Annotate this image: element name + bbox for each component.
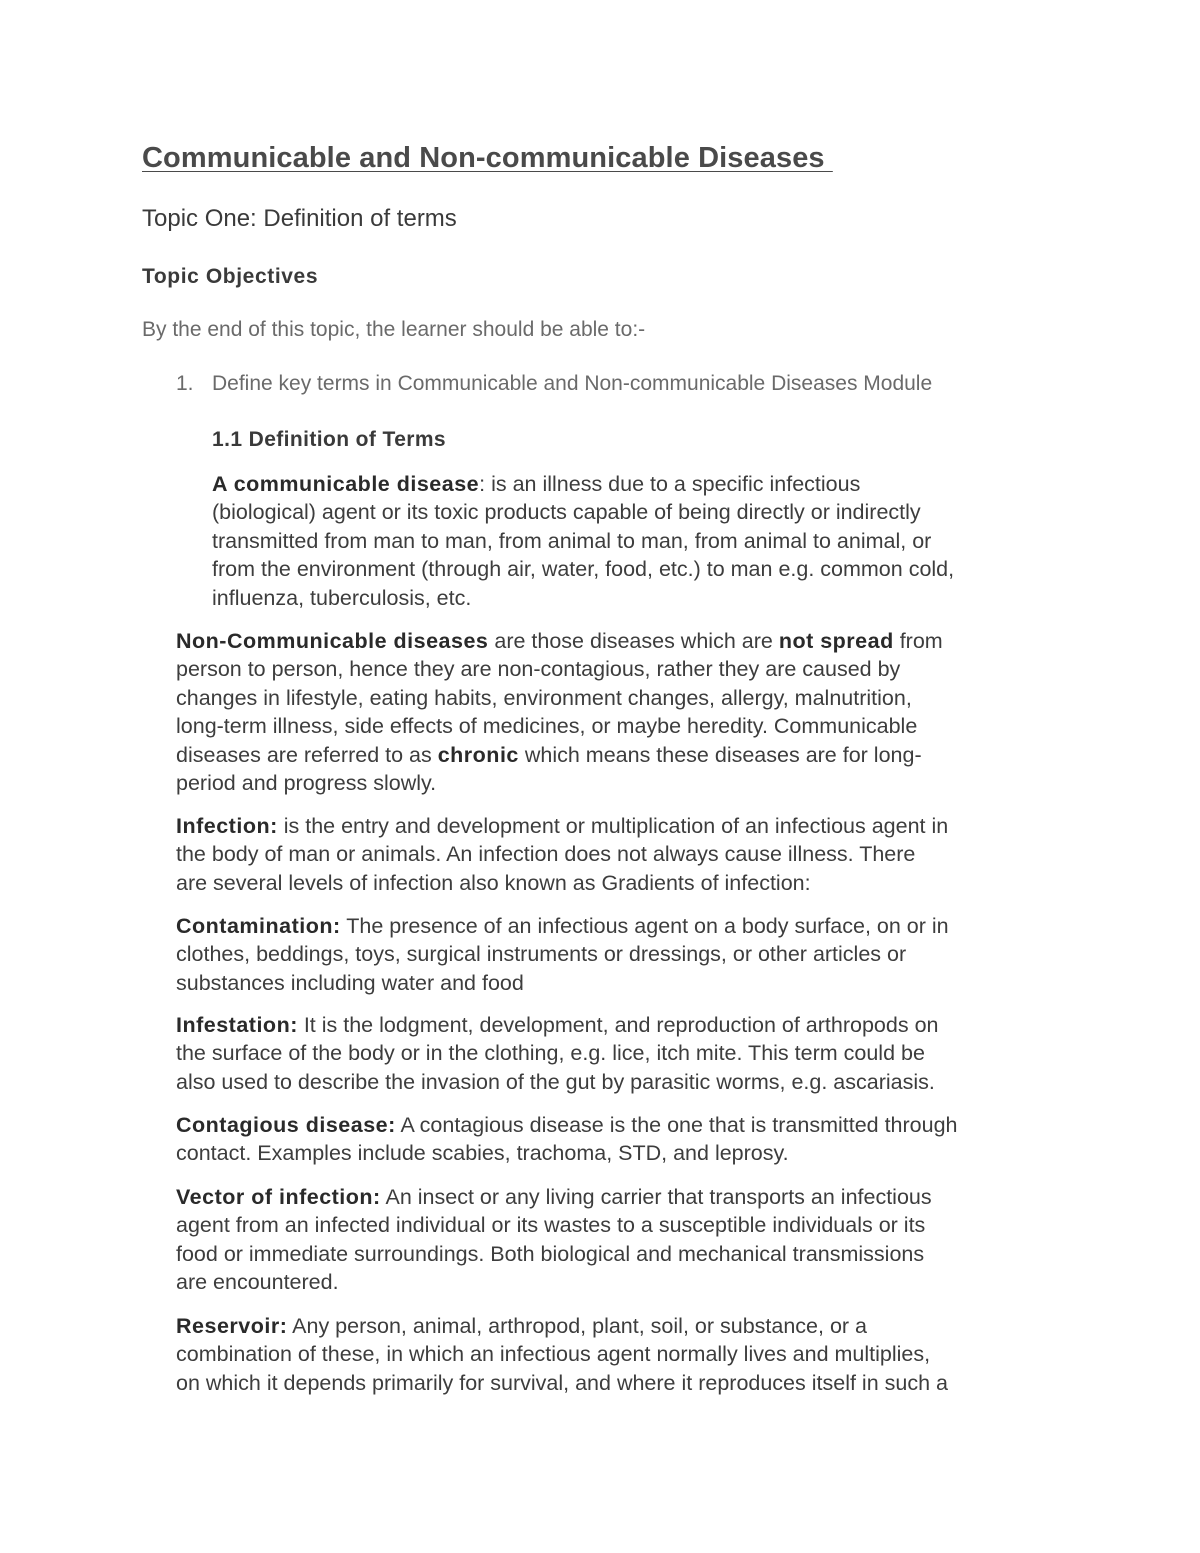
definition-text: the surface of the body or in the clothing, e.g. lice, itch mite. This term could be: [176, 1041, 925, 1066]
section-heading: 1.1 Definition of Terms: [212, 428, 447, 451]
definition-infestation: [176, 1011, 1076, 1096]
definition-line: [176, 1139, 1076, 1167]
term-bold: Non-Communicable diseases: [176, 629, 489, 653]
definition-text: which means these diseases are for long-: [518, 742, 922, 767]
definition-text: period and progress slowly.: [176, 771, 437, 796]
definition-non-communicable-diseases: [176, 627, 1076, 797]
definition-line: [176, 1011, 1076, 1039]
definition-line: [176, 769, 1076, 797]
definition-text: influenza, tuberculosis, etc.: [212, 585, 472, 610]
definition-text: It is the lodgment, development, and reproduction of arthropods on: [297, 1013, 939, 1037]
term-bold: Contagious disease:: [176, 1113, 396, 1137]
definition-vector-of-infection: [176, 1183, 1076, 1297]
objectives-list: [176, 372, 932, 396]
definition-line: [176, 1211, 1076, 1239]
definition-communicable-disease: [212, 470, 1112, 612]
term-bold: Infestation:: [176, 1013, 298, 1037]
objective-number: 1.: [176, 372, 194, 395]
definition-line: [176, 1183, 1076, 1211]
definition-text: (biological) agent or its toxic products capable of being directly or indirectly: [212, 500, 921, 525]
definition-text: An insect or any living carrier that transports an infectious: [380, 1185, 932, 1209]
definition-text: Any person, animal, arthropod, plant, soil, or substance, or a: [287, 1314, 867, 1338]
objective-item: [176, 372, 932, 396]
definition-text: transmitted from man to man, from animal to man, from animal to animal, or: [212, 528, 932, 553]
objectives-heading: Topic Objectives: [142, 265, 319, 288]
term-bold: Infection:: [176, 814, 278, 838]
definition-text: contact. Examples include scabies, trachoma, STD, and leprosy.: [176, 1141, 789, 1166]
definition-text: person to person, hence they are non-contagious, rather they are caused by: [176, 657, 901, 682]
definition-line: [212, 555, 1112, 583]
term-bold: chronic: [437, 742, 519, 767]
definition-text: are encountered.: [176, 1270, 339, 1295]
term-bold: not spread: [778, 629, 894, 653]
definition-text: also used to describe the invasion of the gut by parasitic worms, e.g. ascariasis.: [176, 1069, 935, 1094]
definition-text: diseases are referred to as: [176, 742, 438, 767]
definition-line: [176, 1340, 1076, 1368]
intro-text: By the end of this topic, the learner should be able to:-: [142, 318, 646, 341]
definition-text: from the environment (through air, water, food, etc.) to man e.g. common cold,: [212, 557, 955, 582]
definition-text: are those diseases which are: [488, 629, 779, 653]
definition-line: [176, 812, 1076, 840]
term-bold: Vector of infection:: [176, 1185, 381, 1209]
definition-line: [176, 627, 1076, 655]
definition-text: clothes, beddings, toys, surgical instruments or dressings, or other articles or: [176, 942, 907, 967]
definition-line: [176, 912, 1076, 940]
definition-line: [176, 1111, 1076, 1139]
definition-text: A contagious disease is the one that is transmitted through: [395, 1113, 958, 1137]
definition-text: is the entry and development or multiplication of an infectious agent in: [277, 814, 949, 838]
definition-text: from: [893, 629, 943, 653]
objective-text: Define key terms in Communicable and Non-communicable Diseases Module: [212, 372, 933, 395]
definition-text: : is an illness due to a specific infectious: [479, 472, 861, 496]
topic-heading: Topic One: Definition of terms: [142, 205, 457, 232]
definition-text: substances including water and food: [176, 970, 524, 995]
definition-line: [176, 1312, 1076, 1340]
term-bold: A communicable disease: [212, 472, 480, 496]
definition-text: agent from an infected individual or its wastes to a susceptible individuals or its: [176, 1213, 926, 1238]
definition-line: [176, 1068, 1076, 1096]
definition-line: [212, 470, 1112, 498]
definition-text: are several levels of infection also known as Gradients of infection:: [176, 870, 811, 895]
definition-line: [212, 498, 1112, 526]
definition-text: long-term illness, side effects of medicines, or maybe heredity. Communicable: [176, 714, 918, 739]
definition-line: [176, 1369, 1076, 1397]
definition-text: combination of these, in which an infectious agent normally lives and multiplies,: [176, 1342, 931, 1367]
definition-line: [176, 712, 1076, 740]
definition-line: [176, 969, 1076, 997]
definition-line: [176, 940, 1076, 968]
definition-line: [176, 741, 1076, 769]
definition-line: [176, 684, 1076, 712]
definition-text: on which it depends primarily for survival, and where it reproduces itself in such a: [176, 1370, 948, 1395]
definition-text: the body of man or animals. An infection does not always cause illness. There: [176, 842, 916, 867]
definition-line: [176, 1039, 1076, 1067]
term-bold: Contamination:: [176, 914, 341, 938]
definition-reservoir: [176, 1312, 1076, 1397]
definition-line: [176, 1268, 1076, 1296]
document-title: Communicable and Non-communicable Diseases: [142, 142, 833, 174]
definition-line: [176, 869, 1076, 897]
definition-contagious-disease: [176, 1111, 1076, 1168]
definition-line: [176, 840, 1076, 868]
definition-text: food or immediate surroundings. Both biological and mechanical transmissions: [176, 1241, 925, 1266]
definition-line: [212, 527, 1112, 555]
definition-text: changes in lifestyle, eating habits, environment changes, allergy, malnutrition,: [176, 685, 912, 710]
definition-text: The presence of an infectious agent on a body surface, on or in: [340, 914, 949, 938]
definition-contamination: [176, 912, 1076, 997]
definition-line: [176, 1240, 1076, 1268]
definition-line: [176, 655, 1076, 683]
term-bold: Reservoir:: [176, 1314, 288, 1338]
definition-infection: [176, 812, 1076, 897]
definition-line: [212, 584, 1112, 612]
